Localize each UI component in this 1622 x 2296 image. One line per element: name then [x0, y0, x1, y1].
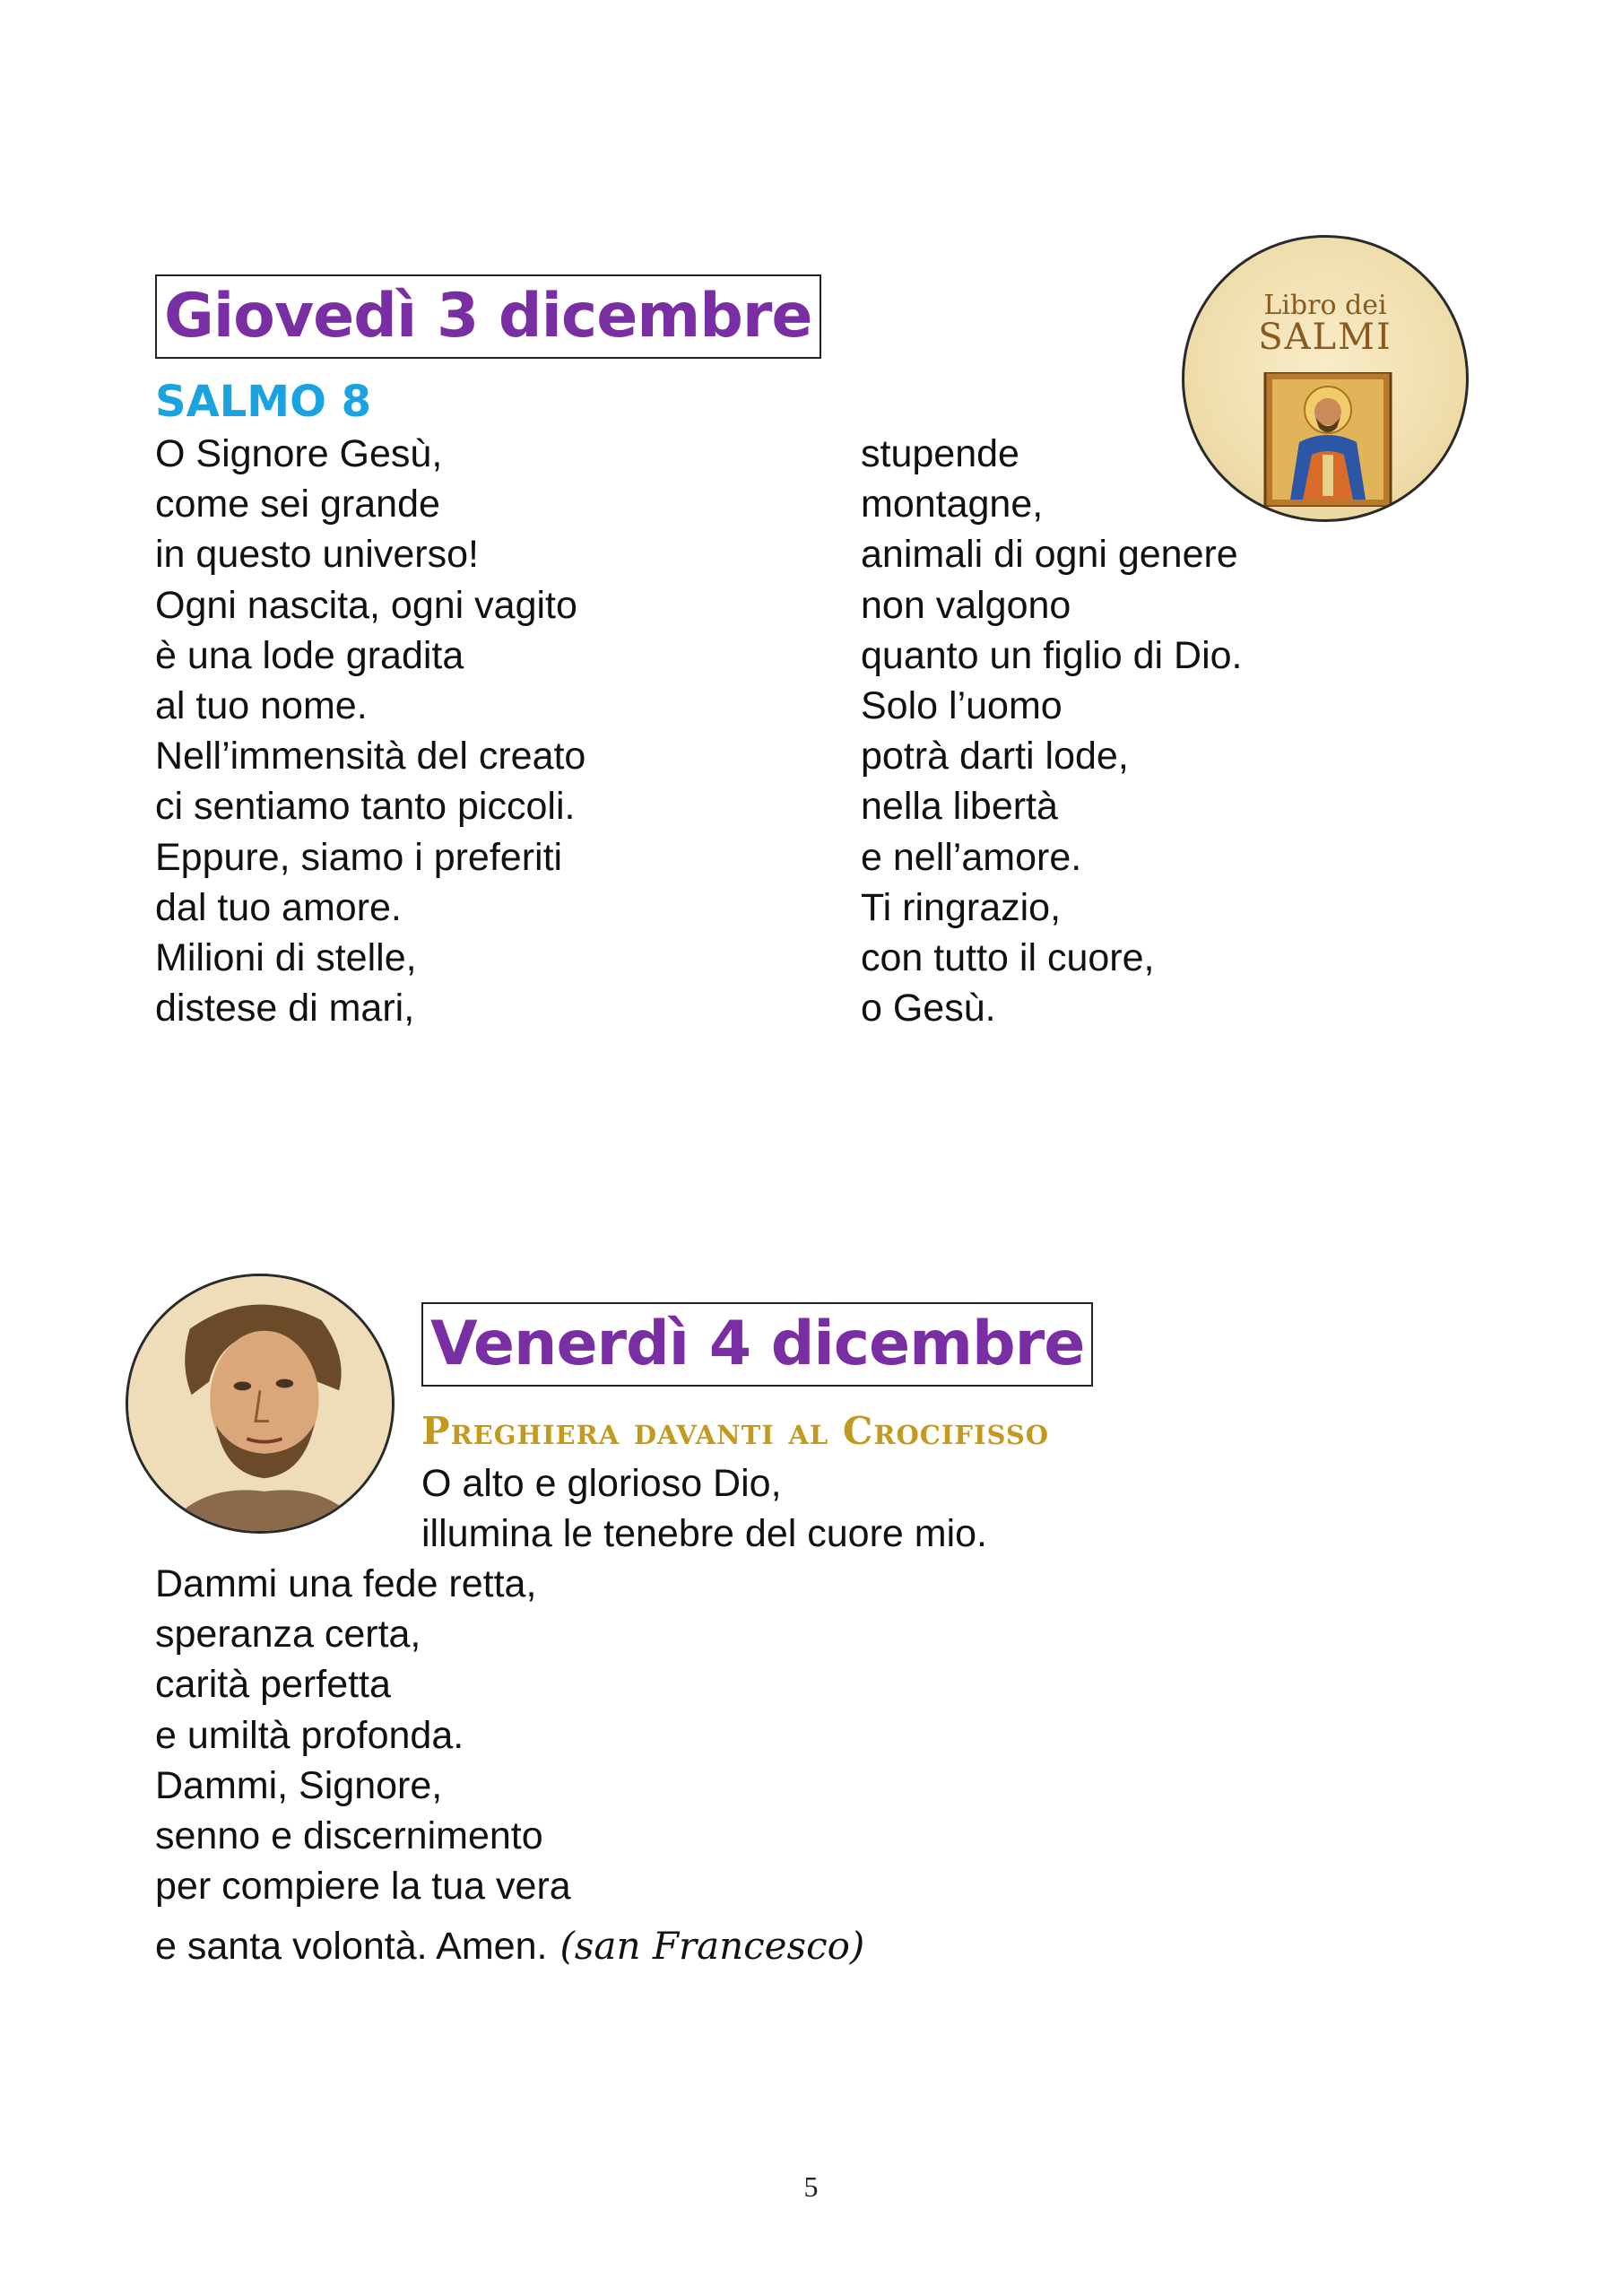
prayer-line: e umiltà profonda. — [155, 1713, 464, 1757]
verse-line: e nell’amore. — [861, 835, 1082, 879]
verse-line: Solo l’uomo — [861, 684, 1063, 728]
libro-dei-salmi-medallion — [1182, 235, 1469, 522]
prayer-line: e santa volontà. Amen. — [155, 1925, 548, 1968]
medallion-line-1: Libro dei — [1263, 290, 1387, 321]
verse-line: al tuo nome. — [155, 684, 368, 728]
verse-line: O Signore Gesù, — [155, 432, 443, 475]
verse-line: Milioni di stelle, — [155, 936, 417, 980]
verse-line: nella libertà — [861, 785, 1058, 829]
thursday-title: Giovedì 3 dicembre — [155, 274, 821, 359]
prayer-bottom-lines — [155, 1559, 571, 1911]
verse-line: stupende — [861, 432, 1019, 475]
psalmist-icon — [1247, 372, 1409, 507]
verse-line: è una lode gradita — [155, 633, 464, 677]
verse-line: potrà darti lode, — [861, 735, 1129, 778]
verse-line: in questo universo! — [155, 533, 479, 577]
psalm-heading: SALMO 8 — [155, 377, 371, 427]
verse-line: distese di mari, — [155, 987, 415, 1031]
verse-line: Ti ringrazio, — [861, 885, 1062, 929]
verse-line: Eppure, siamo i preferiti — [155, 835, 563, 879]
psalm-right-column — [861, 429, 1243, 1033]
page-number: 5 — [803, 2170, 819, 2203]
verse-line: non valgono — [861, 583, 1071, 627]
prayer-top-lines — [421, 1458, 987, 1559]
friday-title: Venerdì 4 dicembre — [421, 1302, 1093, 1387]
psalm-left-column — [155, 429, 585, 1033]
prayer-line: senno e discernimento — [155, 1814, 543, 1858]
prayer-line: carità perfetta — [155, 1663, 391, 1707]
prayer-line: per compiere la tua vera — [155, 1865, 571, 1909]
verse-line: animali di ogni genere — [861, 533, 1238, 577]
prayer-line: Dammi, Signore, — [155, 1763, 443, 1807]
verse-line: Nell’immensità del creato — [155, 735, 586, 778]
verse-line: con tutto il cuore, — [861, 936, 1155, 980]
prayer-line: illumina le tenebre del cuore mio. — [421, 1512, 987, 1556]
prayer-line: O alto e glorioso Dio, — [421, 1462, 782, 1505]
prayer-line: Dammi una fede retta, — [155, 1562, 537, 1605]
prayer-last-line — [155, 1921, 864, 1971]
prayer-line: speranza certa, — [155, 1613, 421, 1657]
verse-line: o Gesù. — [861, 987, 996, 1031]
verse-line: ci sentiamo tanto piccoli. — [155, 785, 576, 829]
verse-line: quanto un figlio di Dio. — [861, 633, 1243, 677]
verse-line: come sei grande — [155, 483, 440, 526]
verse-line: montagne, — [861, 483, 1044, 526]
prayer-heading: Preghiera davanti al Crocifisso — [421, 1409, 1050, 1453]
saint-francis-medallion — [126, 1274, 395, 1534]
saint-francis-portrait-icon — [128, 1276, 392, 1531]
attribution: (san Francesco) — [559, 1924, 865, 1968]
verse-line: Ogni nascita, ogni vagito — [155, 583, 577, 627]
medallion-line-2: SALMI — [1258, 317, 1392, 358]
verse-line: dal tuo amore. — [155, 885, 402, 929]
